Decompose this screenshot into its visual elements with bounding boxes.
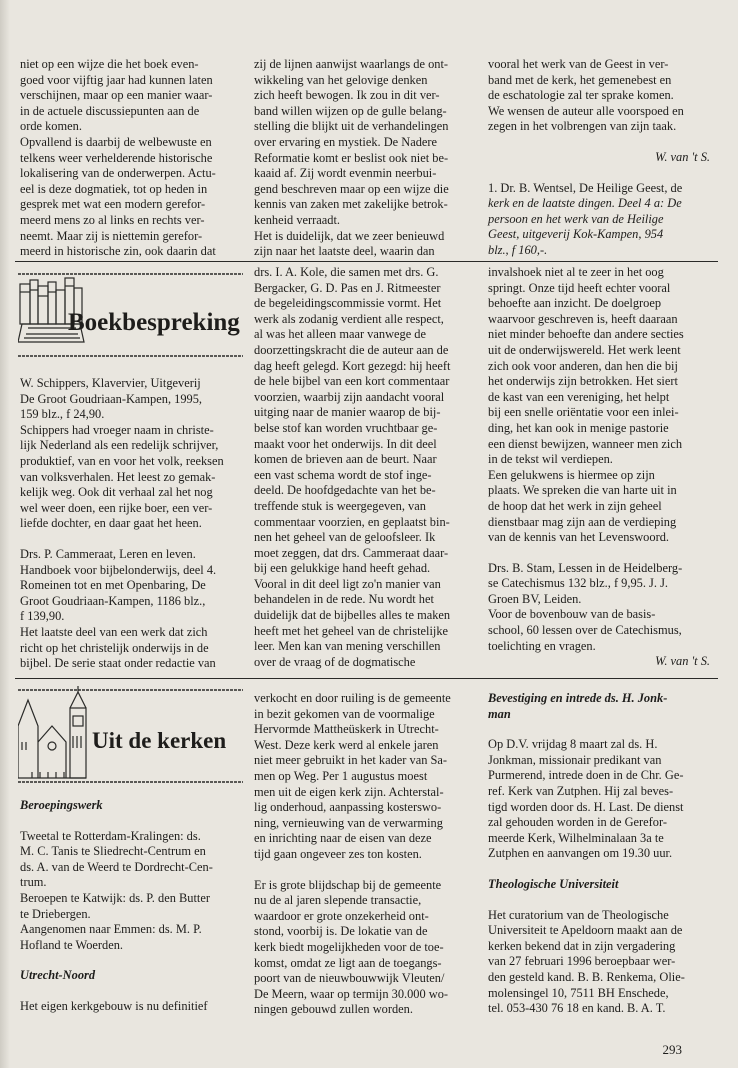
text-line: nen het geheel van de geloofsleer. Ik	[254, 530, 436, 545]
section-divider-1	[15, 261, 718, 262]
text-line: kerken bekend dat in zijn vergadering	[488, 938, 676, 953]
text-line: ding, het kan ook in menige pastorie	[488, 420, 669, 435]
text-line: bijbel. De serie staat onder redactie van	[20, 656, 216, 671]
text-line: het onderwijs zijn betrokken. Het siert	[488, 374, 678, 389]
text-line: W. Schippers, Klavervier, Uitgeverij	[20, 376, 201, 390]
text-line: voorzien, waarbij zijn aandacht vooral	[254, 389, 445, 404]
church-icon	[18, 686, 86, 778]
kerken-col3	[488, 691, 710, 1017]
text-line: 159 blz., f 24,90.	[20, 407, 105, 422]
text-line: 1. Dr. B. Wentsel, De Heilige Geest, de	[488, 180, 683, 195]
text-line: bij een gelukkige hand heeft gehad.	[254, 561, 431, 576]
text-line: in bezit gekomen van de voormalige	[254, 706, 435, 721]
text-line: tijd gaan ongeveer zes ton kosten.	[254, 846, 422, 861]
text-line: We wensen de auteur alle voorspoed en	[488, 103, 684, 118]
theologische-universiteit-text	[488, 908, 710, 1017]
text-line: Bergacker, G. D. Pas en J. Ritmeester	[254, 280, 441, 295]
text-line: de hele bijbel van een kort commentaar	[254, 374, 450, 389]
text-line: wel weer doen, een rijke boer, een ver-	[20, 500, 213, 515]
text-line: waarvoor geschreven is, heeft daaraan	[488, 311, 678, 326]
text-line: Hofland te Woerden.	[20, 937, 124, 952]
text-line: meerd in historische zin, ook daarin dat	[20, 244, 216, 259]
utrecht-noord-blijdschap	[254, 878, 479, 1018]
text-line: kennis van zaken met zakelijke betrok-	[254, 197, 448, 212]
text-line: drs. I. A. Kole, die samen met drs. G.	[254, 265, 439, 279]
text-line: springt. Onze tijd heeft echter vooral	[488, 280, 671, 295]
text-line: een dienst bewijzen, wanneer men zich	[488, 436, 683, 451]
text-line: school, 60 lessen over de Catechismus,	[488, 623, 682, 638]
text-line: Handboek voor bijbelonderwijs, deel 4.	[20, 562, 217, 577]
text-line: zich heeft bewogen. Ik zou in dit ver-	[254, 88, 440, 103]
text-line: De Groot Goudriaan-Kampen, 1995,	[20, 391, 203, 406]
text-line: niet minder behoefte dan andere secties	[488, 327, 684, 342]
text-line: Universiteit te Apeldoorn maakt aan de	[488, 923, 683, 938]
text-line: een vast schema wordt de stof inge-	[254, 467, 432, 482]
text-line: Voor de bovenbouw van de basis-	[488, 607, 656, 622]
text-line: zich ook voor anderen, dan hen die bij	[488, 358, 678, 373]
section1-col1	[20, 57, 245, 260]
text-line: lijk Nederland als een redelijk schrijver,	[20, 438, 219, 453]
section1-col3	[488, 57, 710, 259]
text-line: treffende stuk is weergegeven, van	[254, 498, 426, 513]
text-line: vooral het werk van de Geest in ver-	[488, 57, 669, 71]
text-line: plaats. We spreken die van harte uit in	[488, 483, 677, 498]
page-edge-shadow	[0, 0, 10, 1068]
text-line: band willen wijzen op de gulle belang-	[254, 103, 447, 118]
text-line: band met de kerk, het gemenebest en	[488, 72, 672, 87]
bevestiging-text	[488, 737, 710, 862]
text-line: Vooral in dit deel ligt zo'n manier van	[254, 576, 441, 591]
text-line: Groot Goudriaan-Kampen, 1186 blz.,	[20, 593, 206, 608]
text-line: Aangenomen naar Emmen: ds. M. P.	[20, 922, 202, 937]
utrecht-noord-text	[20, 999, 245, 1015]
text-line: wikkeling van het gelovige denken	[254, 72, 428, 87]
text-line: gend beschreven maar op een wijze die	[254, 181, 449, 196]
text-line: f 139,90.	[20, 609, 65, 624]
text-line: behandelen in de rede. Nu wordt het	[254, 592, 434, 607]
text-line: ref. Kerk van Zutphen. Hij zal beves-	[488, 783, 674, 798]
text-line: Beroepen te Katwijk: ds. P. den Butter	[20, 890, 210, 905]
text-line: belse stof kan worden vruchtbaar ge-	[254, 420, 438, 435]
text-line: nu de al jaren slepende transactie,	[254, 893, 422, 908]
beroepingswerk-text	[20, 829, 245, 954]
text-line: kaaid af. Zij wordt evenmin neerbui-	[254, 166, 437, 181]
text-line: Jonkman, missionair predikant van	[488, 752, 662, 767]
text-line: M. C. Tanis te Sliedrecht-Centrum en	[20, 844, 206, 859]
text-line: Zutphen en aanvangen om 19.30 uur.	[488, 846, 673, 861]
text-line: West. Deze kerk werd al enkele jaren	[254, 737, 439, 752]
text-line: telkens weer verhelderende historische	[20, 150, 213, 165]
boekbespreking-header	[18, 268, 243, 360]
text-line: zal gehouden worden in de Gerefor-	[488, 815, 667, 830]
text-line: men uit de eigen kerk zijn. Achterstal-	[254, 784, 444, 799]
text-line: bij een snelle oriëntatie voor een inlei-	[488, 405, 679, 420]
text-line: heeft met het geheel van de christelijke	[254, 623, 449, 638]
text-line: stond, voorbij is. De lokatie van de	[254, 924, 428, 939]
text-line: invalshoek niet al te zeer in het oog	[488, 265, 664, 279]
text-line: al was het alleen maar vanwege de	[254, 327, 427, 342]
text-line: stelling die blijkt uit de verhandelingen	[254, 119, 449, 134]
text-line: in de actuele discussiepunten aan de	[20, 103, 200, 118]
text-line: liefde dochter, en daar gaat het heen.	[20, 516, 202, 531]
text-line: kerk en de laatste dingen. Deel 4 a: De	[488, 196, 682, 211]
text-line: Reformatie komt er beslist ook niet be-	[254, 150, 449, 165]
subheading-utrecht-noord: Utrecht-Noord	[20, 968, 96, 983]
text-line: niet meer gebruikt in het kader van Sa-	[254, 753, 448, 768]
text-line: lig onderhoud, aanpassing kosterswo-	[254, 800, 442, 815]
section-divider-2	[15, 678, 718, 679]
text-line: Op D.V. vrijdag 8 maart zal ds. H.	[488, 737, 658, 752]
boekbespreking-col1	[20, 376, 245, 672]
text-line: verkocht en door ruiling is de gemeente	[254, 691, 451, 705]
text-line: behoefte aan inzicht. De doelgroep	[488, 296, 662, 311]
page-number: 293	[662, 1042, 682, 1057]
text-line: te Driebergen.	[20, 906, 91, 921]
text-line: men op Weg. Per 1 augustus moest	[254, 768, 428, 783]
boekbespreking-title: Boekbespreking	[68, 309, 240, 336]
boekbespreking-col2	[254, 265, 479, 670]
kerken-banner	[18, 686, 243, 784]
text-line: Er is grote blijdschap bij de gemeente	[254, 877, 442, 892]
text-line: niet op een wijze die het boek even-	[20, 57, 199, 71]
subheading-beroepingswerk: Beroepingswerk	[20, 798, 103, 812]
text-line: zegen in het volbrengen van zijn taak.	[488, 119, 677, 134]
text-line: Opvallend is daarbij de welbewuste en	[20, 134, 212, 149]
text-line: duidelijk dat de bijbelles alles te maken	[254, 608, 451, 623]
text-line: van volksverhalen. Het leest zo gemak-	[20, 469, 216, 484]
text-line: zij de lijnen aanwijst waarlangs de ont-	[254, 57, 449, 71]
text-line: Het laatste deel van een werk dat zich	[20, 624, 208, 639]
utrecht-noord-continued	[254, 691, 479, 863]
text-line: kenheid verraadt.	[254, 212, 341, 227]
section1-col2	[254, 57, 479, 260]
text-line: van de kennis van het Levenswoord.	[488, 530, 669, 545]
text-line: se Catechismus 132 blz., f 9,95. J. J.	[488, 576, 668, 591]
text-line: ningen gebouwd zullen worden.	[254, 1002, 413, 1017]
text-line: Het curatorium van de Theologische	[488, 907, 669, 922]
text-line: goed voor vijftig jaar had kunnen laten	[20, 72, 213, 87]
text-line: komen de brieven aan de beurt. Naar	[254, 452, 437, 467]
text-line: gesprek met wat een modern gerefor-	[20, 197, 206, 212]
text-line: molensingel 10, 7511 BH Enschede,	[488, 985, 669, 1000]
text-line: werk als zodanig verdient alle respect,	[254, 311, 444, 326]
text-line: poort van de nieuwbouwwijk Vleuten/	[254, 971, 445, 986]
text-line: deeld. De hoofdgedachte van het be-	[254, 483, 436, 498]
text-line: uit de onderwijswereld. Het werk leent	[488, 342, 681, 357]
text-line: Romeinen tot en met Openbaring, De	[20, 578, 206, 593]
text-line: den gesteld kand. B. B. Renkema, Olie-	[488, 969, 685, 984]
review-heidelbergse-catechismus	[488, 561, 710, 655]
signature-2: W. van 't S.	[655, 654, 710, 669]
text-line: Groen BV, Leiden.	[488, 591, 582, 606]
text-line: de hoop dat het werk in zijn geheel	[488, 498, 662, 513]
review-klavervier	[20, 376, 245, 532]
footnote-ref	[488, 181, 710, 259]
text-line: Een gelukwens is hiermee op zijn	[488, 467, 655, 482]
text-line: Drs. P. Cammeraat, Leren en leven.	[20, 546, 196, 561]
subheading-theologische-universiteit: Theologische Universiteit	[488, 876, 619, 891]
boekbespreking-col3-text	[488, 265, 710, 546]
text-line: de begeleidingscommissie vormt. Het	[254, 296, 442, 311]
section1-col3-text	[488, 57, 710, 135]
text-line: leer. Men kan van mening verschillen	[254, 639, 441, 654]
text-line: commentaar voorzien, en geplaatst bin-	[254, 514, 450, 529]
text-line: Hervormde Mattheüskerk in Utrecht-	[254, 722, 439, 737]
text-line: ds. A. van de Weerd te Dordrecht-Cen-	[20, 859, 213, 874]
text-line: tel. 053-430 76 18 en kand. B. A. T.	[488, 1001, 666, 1016]
text-line: kerk biedt mogelijkheden voor de toe-	[254, 939, 444, 954]
text-line: kelijk weg. Ook dit verhaal zal het nog	[20, 485, 213, 500]
kerken-col1	[20, 798, 245, 1015]
subheading-bevestiging-1: Bevestiging en intrede ds. H. Jonk-	[488, 691, 668, 705]
text-line: eel is deze dogmatiek, tot op heden in	[20, 181, 208, 196]
text-line: dag heeft gelegd. Kort gezegd: hij heeft	[254, 358, 451, 373]
text-line: over ervaring en mystiek. De Nadere	[254, 134, 438, 149]
text-line: produktief, van en voor het volk, reeksen	[20, 453, 224, 468]
text-line: Tweetal te Rotterdam-Kralingen: ds.	[20, 828, 201, 843]
review-leren-en-leven	[20, 547, 245, 672]
text-line: van 27 februari 1996 beroepbaar wer-	[488, 954, 676, 969]
text-line: tigd worden door ds. H. Last. De dienst	[488, 799, 684, 814]
text-line: neemt. Maar zij is niettemin gerefor-	[20, 228, 203, 243]
text-line: ning, vernieuwing van de verwarming	[254, 815, 443, 830]
text-line: Het is duidelijk, dat we zeer benieuwd	[254, 228, 445, 243]
text-line: toelichting en vragen.	[488, 638, 596, 653]
text-line: over de vraag of de dogmatische	[254, 654, 416, 669]
text-line: richt op het christelijk onderwijs in de	[20, 640, 209, 655]
boekbespreking-banner	[18, 268, 243, 360]
kerken-col2	[254, 691, 479, 1018]
text-line: zijn naar het laatste deel, waarin dan	[254, 244, 435, 259]
signature-1: W. van 't S.	[655, 149, 710, 164]
boekbespreking-col3	[488, 265, 710, 670]
text-line: meerde Kerk, Wilhelminalaan 3a te	[488, 830, 664, 845]
text-line: Purmerend, intrede doen in de Chr. Ge-	[488, 768, 684, 783]
text-line: doorzettingskracht die de auteur aan de	[254, 342, 449, 357]
text-line: uitging naar de manier waarop de bij-	[254, 405, 441, 420]
text-line: moet zeggen, dat drs. Cammeraat daar-	[254, 545, 449, 560]
text-line: Schippers had vroeger naam in christe-	[20, 422, 214, 437]
text-line: komst, omdat ze ligt aan de toegangs-	[254, 955, 442, 970]
text-line: Drs. B. Stam, Lessen in de Heidelberg-	[488, 560, 683, 575]
text-line: orde komen.	[20, 119, 82, 134]
subheading-bevestiging-2: man	[488, 706, 511, 721]
text-line: trum.	[20, 875, 47, 890]
text-line: meerd mens zo al links en rechts ver-	[20, 212, 205, 227]
text-line: lokalisering van de onderwerpen. Actu-	[20, 166, 216, 181]
text-line: persoon en het werk van de Heilige	[488, 211, 664, 226]
text-line: verschijnen, maar op een manier waar-	[20, 88, 213, 103]
text-line: maakt voor het onderwijs. In dit deel	[254, 436, 437, 451]
text-line: Het eigen kerkgebouw is nu definitief	[20, 998, 208, 1013]
kerken-header	[18, 686, 243, 784]
kerken-title: Uit de kerken	[92, 728, 227, 753]
text-line: de eschatologie zal ter sprake komen.	[488, 88, 674, 103]
text-line: waardoor er grote onzekerheid ont-	[254, 908, 429, 923]
text-line: dienstbaar mag zijn aan de verdieping	[488, 514, 677, 529]
text-line: de kast van een vereniging, het helpt	[488, 389, 670, 404]
text-line: en inrichting naar de eisen van deze	[254, 831, 432, 846]
text-line: blz., f 160,-.	[488, 242, 548, 257]
text-line: Geest, uitgeverij Kok-Kampen, 954	[488, 227, 664, 242]
text-line: in de tekst wil verdiepen.	[488, 452, 613, 467]
text-line: De Meern, waar op termijn 30.000 wo-	[254, 986, 449, 1001]
